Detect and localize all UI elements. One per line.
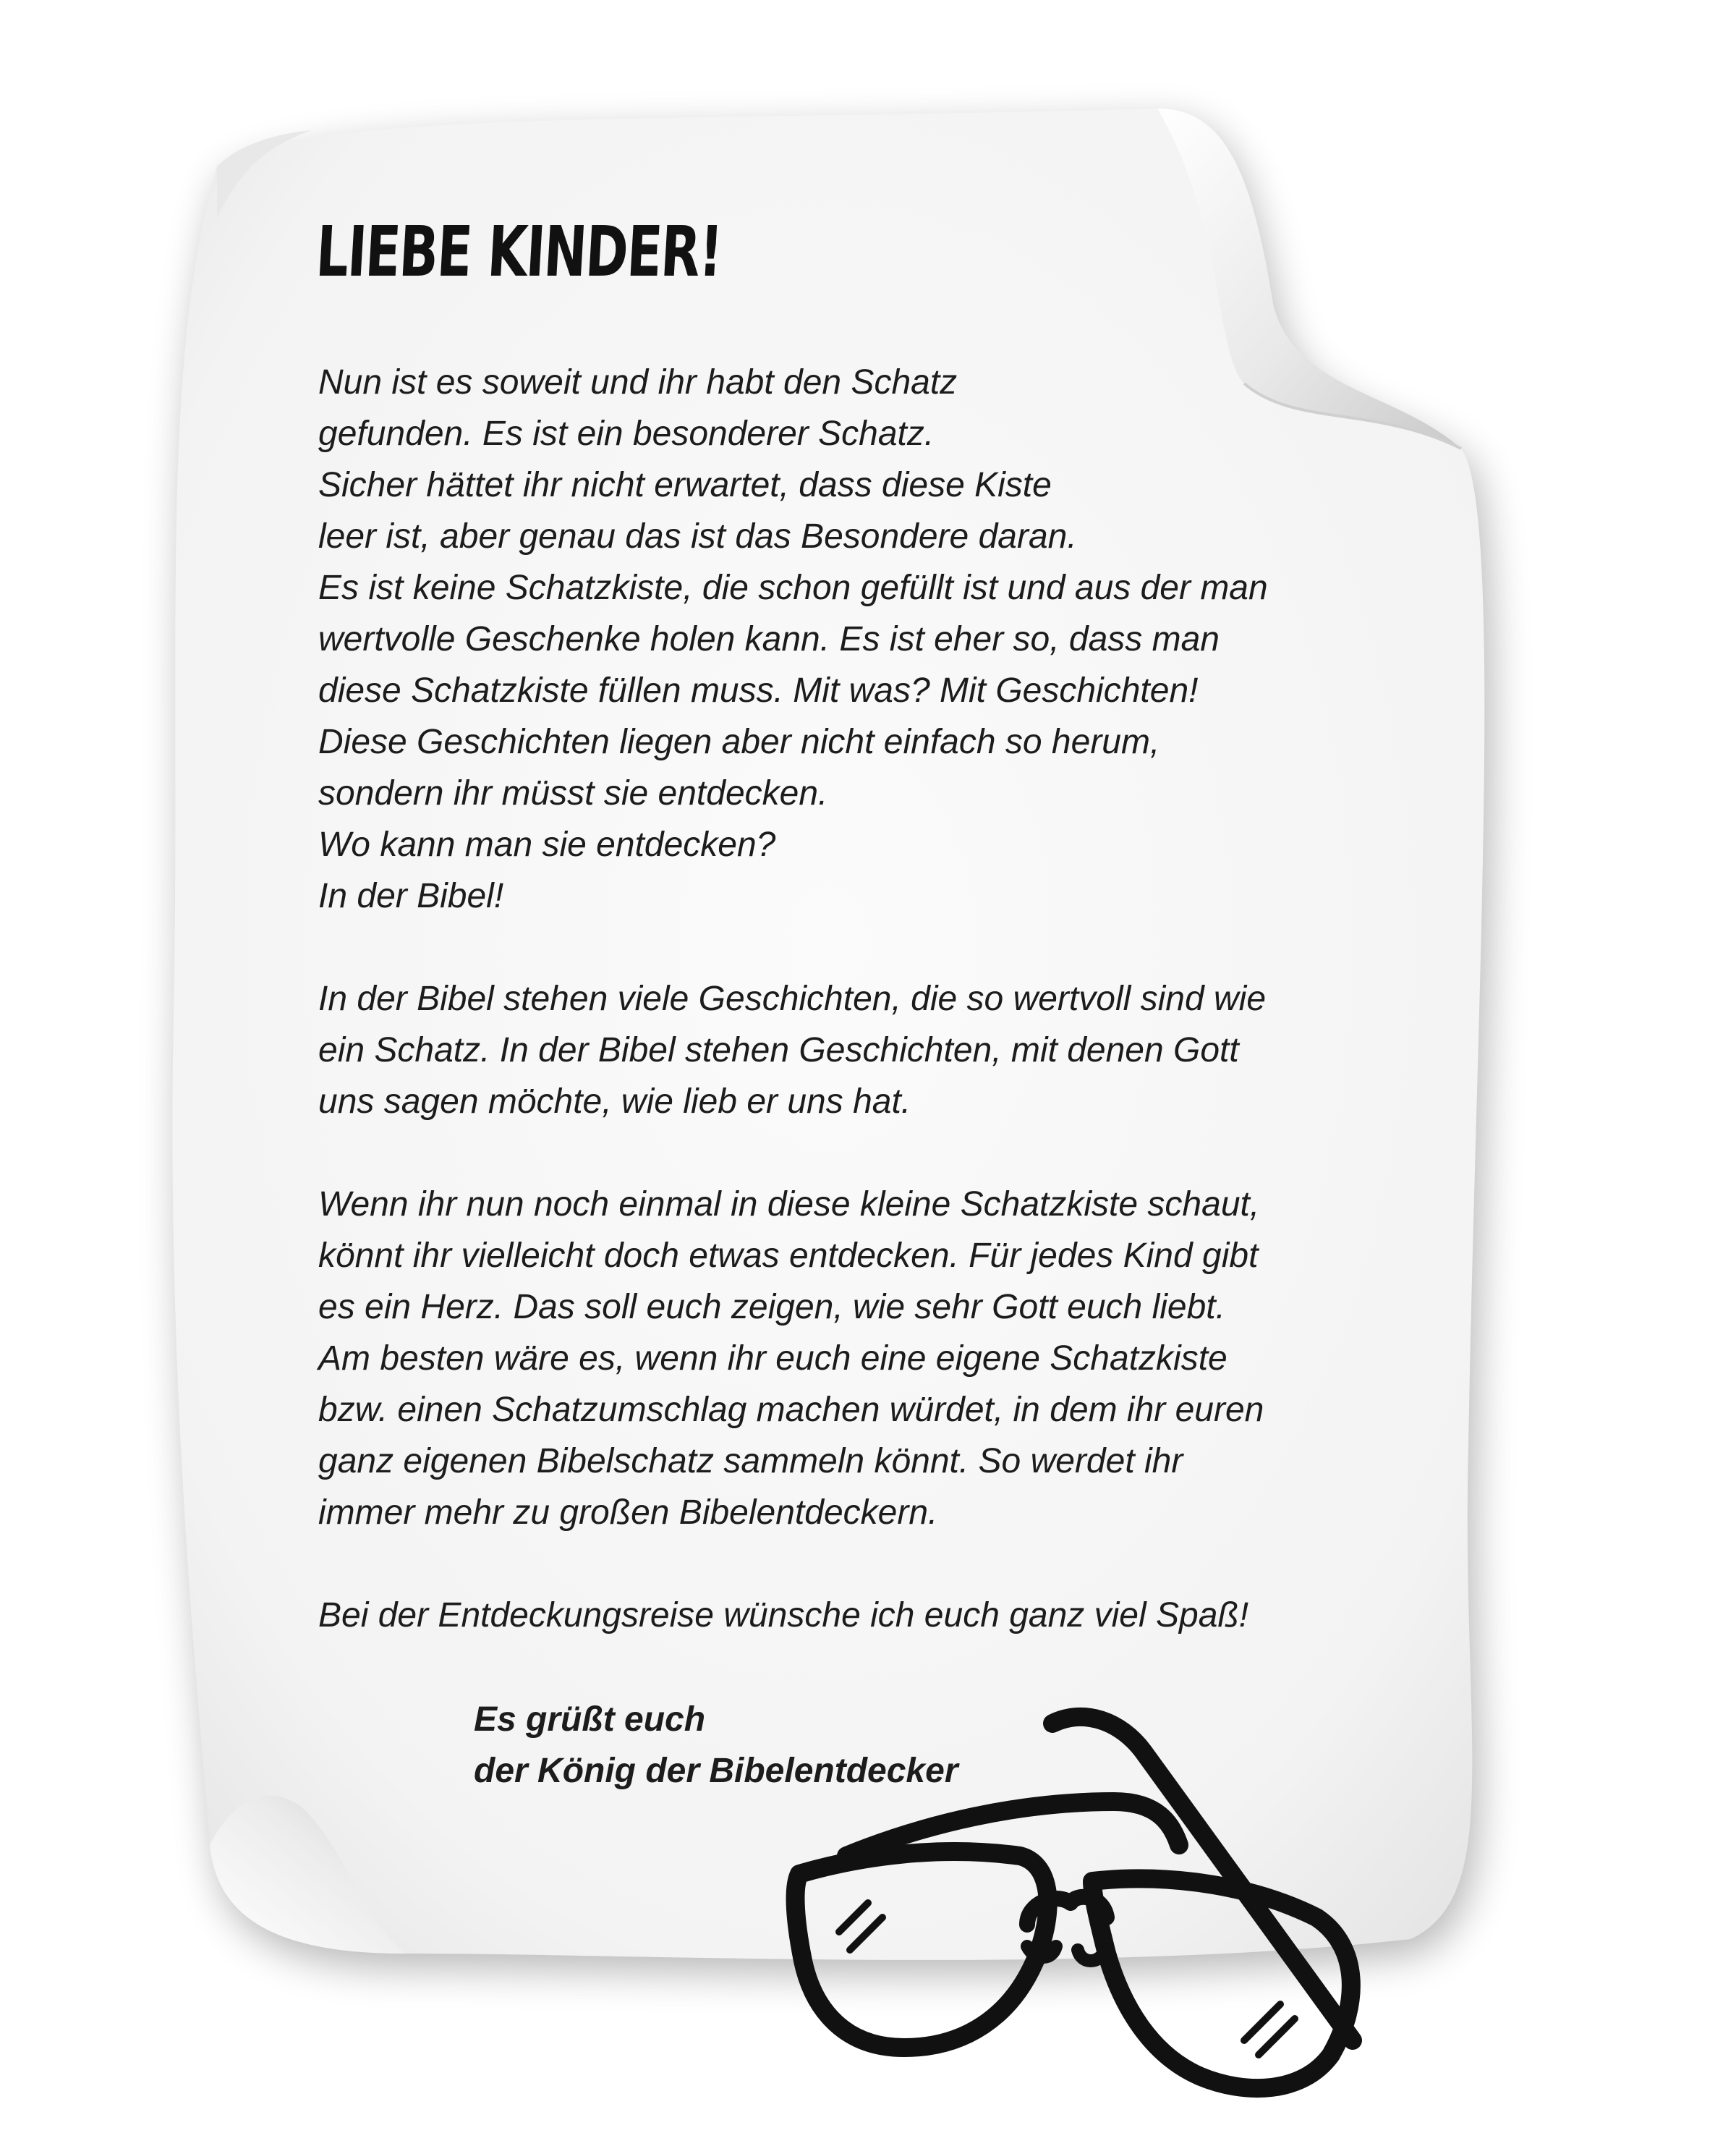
letter-line: In der Bibel stehen viele Geschichten, die so wertvoll sind wie — [318, 980, 1267, 1018]
signature-line: Es grüßt euch — [474, 1700, 706, 1739]
letter-line: Es ist keine Schatzkiste, die schon gefüllt ist und aus der man — [318, 569, 1268, 607]
eyeglasses-icon — [781, 1700, 1374, 2106]
letter-line: Wenn ihr nun noch einmal in diese kleine Schatzkiste schaut, — [318, 1185, 1260, 1224]
letter-line: uns sagen möchte, wie lieb er uns hat. — [318, 1082, 911, 1121]
letter-line: gefunden. Es ist ein besonderer Schatz. — [318, 415, 935, 453]
letter-line: leer ist, aber genau das ist das Besondere daran. — [318, 517, 1077, 556]
letter-line: Sicher hättet ihr nicht erwartet, dass diese Kiste — [318, 466, 1052, 504]
letter-line: wertvolle Geschenke holen kann. Es ist eher so, dass man — [318, 620, 1220, 658]
letter-line: ein Schatz. In der Bibel stehen Geschichten, mit denen Gott — [318, 1031, 1239, 1069]
letter-line: Wo kann man sie entdecken? — [318, 826, 776, 864]
letter-line: könnt ihr vielleicht doch etwas entdecken. Für jedes Kind gibt — [318, 1237, 1259, 1275]
letter-line: Bei der Entdeckungsreise wünsche ich euch ganz viel Spaß! — [318, 1596, 1249, 1634]
letter-line: immer mehr zu großen Bibelentdeckern. — [318, 1493, 938, 1532]
letter-line: In der Bibel! — [318, 877, 504, 915]
letter-line: Am besten wäre es, wenn ihr euch eine eigene Schatzkiste — [318, 1339, 1227, 1378]
letter-line: bzw. einen Schatzumschlag machen würdet, in dem ihr euren — [318, 1391, 1264, 1429]
letter-line: Diese Geschichten liegen aber nicht einfach so herum, — [318, 723, 1160, 761]
letter-line: Nun ist es soweit und ihr habt den Schatz — [318, 363, 958, 402]
letter-line: sondern ihr müsst sie entdecken. — [318, 774, 828, 813]
letter-heading: LIEBE KINDER! — [314, 211, 724, 292]
letter-line: diese Schatzkiste füllen muss. Mit was? Mit Geschichten! — [318, 671, 1199, 710]
letter-line: ganz eigenen Bibelschatz sammeln könnt. So werdet ihr — [318, 1442, 1183, 1480]
letter-line: es ein Herz. Das soll euch zeigen, wie sehr Gott euch liebt. — [318, 1288, 1225, 1326]
signature-line: der König der Bibelentdecker — [474, 1752, 958, 1790]
